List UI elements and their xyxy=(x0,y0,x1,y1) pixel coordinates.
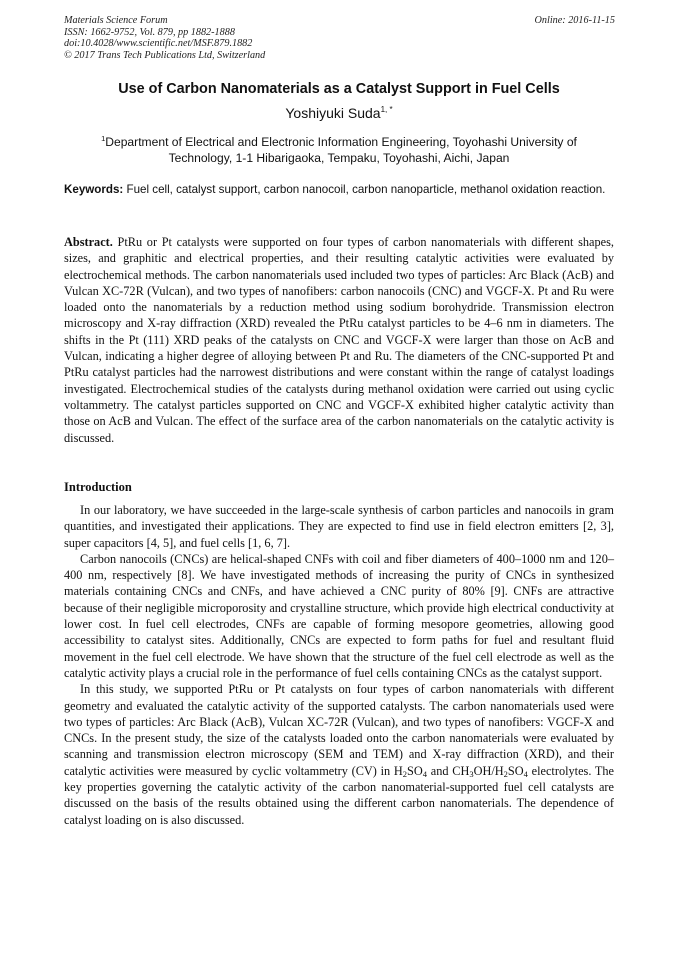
journal-doi: doi:10.4028/www.scientific.net/MSF.879.1882 xyxy=(64,38,253,50)
introduction-heading: Introduction xyxy=(64,480,132,494)
author-line xyxy=(0,105,678,121)
electrolyte-ch3oh-h2so4: $CH_3OH/H_2SO_4$ xyxy=(452,763,528,779)
introduction-body xyxy=(64,502,614,828)
abstract xyxy=(64,234,614,446)
journal-header xyxy=(64,15,265,61)
intro-and: and xyxy=(430,763,449,778)
intro-paragraph-1: In our laboratory, we have succeeded in the large-scale synthesis of carbon particles and nanocoils in gram quantities, and investigated their applications. They are expected to find use in field electron emitters [2, 3], super capacitors [4, 5], and fuel cells [1, 6, 7]. xyxy=(64,503,614,550)
keywords xyxy=(64,182,614,198)
intro-paragraph-3 xyxy=(64,681,614,828)
intro-paragraph-2: Carbon nanocoils (CNCs) are helical-shaped CNFs with coil and fiber diameters of 400–1000 nm and 120–400 nm, respectively [8]. We have investigated methods of increasing the purity of CNCs in synthesized materials containing CNCs and CNFs, and have achieved a CNC purity of 80% [9]. CNFs are attractive because of their negligible microporosity and crystalline structure, which provide high electrical conductivity at lower cost. In fuel cell electrodes, CNFs are capable of forming mesopore geometries, allowing good accessibility to catalyst sites. Additionally, CNCs are expected to form paths for fuel and resultant fluid movement in the fuel cell electrode. We have shown that the structure of the fuel cell electrode as well as the catalytic activity plays a crucial role in the performance of fuel cells containing CNCs as the catalyst support. xyxy=(64,551,614,680)
author-name: Yoshiyuki Suda xyxy=(285,105,381,121)
intro-p3-text-b: electrolytes. The key properties governing the catalytic activity of the carbon nanomaterial-supported fuel cell catalysts are discussed on the basis of the results obtained using the different carbon nanomaterials. The dependence of catalyst loading on is also discussed. xyxy=(64,763,615,827)
journal-copyright: © 2017 Trans Tech Publications Ltd, Switzerland xyxy=(64,49,266,61)
electrolyte-h2so4: $H_2SO_4$ xyxy=(393,763,428,779)
journal-name: Materials Science Forum xyxy=(64,15,168,26)
keywords-text: Fuel cell, catalyst support, carbon nanocoil, carbon nanoparticle, methanol oxidation reaction. xyxy=(126,183,606,196)
paper-title: Use of Carbon Nanomaterials as a Catalyst Support in Fuel Cells xyxy=(118,81,560,97)
online-date: Online: 2016-11-15 xyxy=(534,15,615,26)
journal-issn: ISSN: 1662-9752, Vol. 879, pp 1882-1888 xyxy=(64,26,235,38)
intro-p3-text-a: In this study, we supported PtRu or Pt catalysts on four types of carbon nanomaterials with different geometry and evaluated the catalytic activity of the supported catalysts. The carbon nanomaterials used were two types of particles: Arc Black (AcB), Vulcan XC-72R (Vulcan), and two types of nanofibers: VGCF-X and CNCs. In the present study, the size of the catalysts loaded onto the carbon nanomaterials were evaluated by scanning and transmission electron microscopy (SEM and TEM) and X-ray diffraction (XRD), and their catalytic activities were measured by cyclic voltammetry (CV) in xyxy=(64,682,614,778)
keywords-label: Keywords: xyxy=(64,183,124,196)
abstract-label: Abstract. xyxy=(64,235,113,249)
affiliation-text: Department of Electrical and Electronic Information Engineering, Toyohashi University of Technology, 1-1 Hibarigaoka, Tempaku, Toyohashi, Aichi, Japan xyxy=(105,135,577,165)
affiliation-mark: 1 xyxy=(101,134,106,143)
author-marks: 1, * xyxy=(380,105,393,114)
affiliation xyxy=(88,131,590,166)
abstract-text: PtRu or Pt catalysts were supported on four types of carbon nanomaterials with different shapes, sizes, and graphitic and electrical properties, and their resulting catalytic activities were evaluated by electrochemical methods. The carbon nanomaterials used included two types of particles: Arc Black (AcB) and Vulcan XC-72R (Vulcan), and two types of nanofibers: carbon nanocoils (CNC) and VGCF-X. Pt and Ru were loaded onto the nanomaterials by a reduction method using sodium borohydride. Transmission electron microscopy and X-ray diffraction (XRD) revealed the PtRu catalyst particles to be 4–6 nm in diameters. The shifts in the Pt (111) XRD peaks of the catalysts on CNC and VGCF-X were larger than those on AcB and Vulcan, indicating a higher degree of alloying between Pt and Ru. The diameters of the CNC-supported Pt and PtRu catalyst particles had the narrowest distributions and were constant within the range of catalyst loadings investigated. Electrochemical studies of the catalysts during methanol oxidation were carried out using cyclic voltammetry. The catalyst particles supported on CNC and VGCF-X exhibited higher catalytic activity than those on AcB and Vulcan. The effect of the surface area of the carbon nanomaterials on the catalytic activity is discussed. xyxy=(64,235,614,445)
